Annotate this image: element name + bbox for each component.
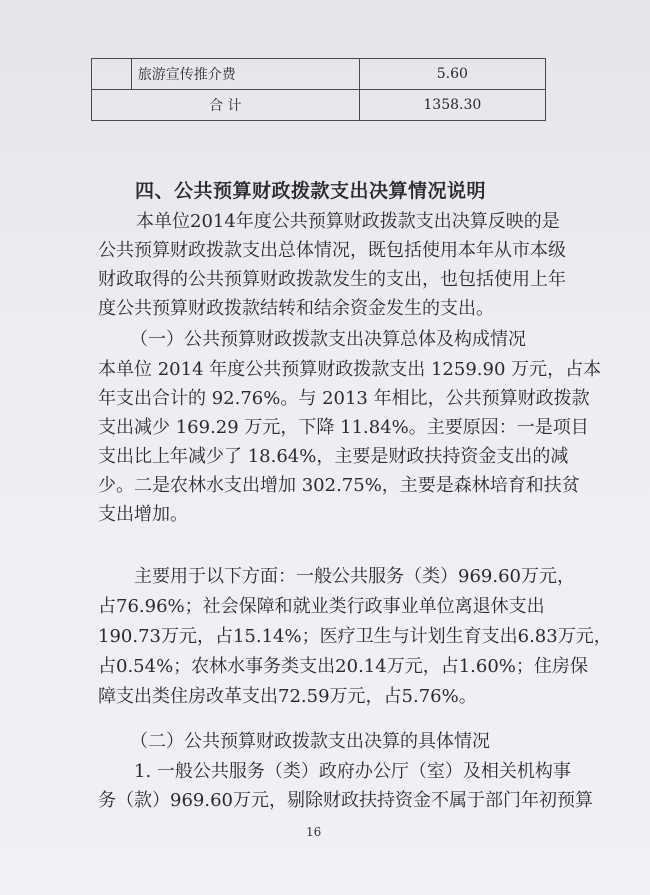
text-line: 本单位2014年度公共预算财政拨款支出决算反映的是 [136,211,560,232]
text-line: 障支出类住房改革支出72.59万元，占5.76%。 [98,686,477,707]
text-line: 190.73万元，占15.14%；医疗卫生与计划生育支出6.83万元， [98,626,612,647]
intro-paragraph [98,207,566,323]
text-line: 公共预算财政拨款支出总体情况，既包括使用本年从市本级 [98,240,566,261]
table-cell-total-label: 合 计 [92,90,360,121]
text-line: 本单位 2014 年度公共预算财政拨款支出 1259.90 万元，占本 [98,359,602,380]
subsection-title-2: （二）公共预算财政拨款支出决算的具体情况 [130,731,490,752]
table-cell-amount: 5.60 [359,59,545,90]
text-line: 占76.96%；社会保障和就业类行政事业单位离退休支出 [98,596,545,617]
overview-paragraph [98,355,602,529]
table-row [92,59,546,90]
text-line: 支出减少 169.29 万元，下降 11.84%。主要原因：一是项目 [98,417,589,438]
table-cell-item: 旅游宣传推介费 [131,59,359,90]
table-cell-blank [92,59,132,90]
subsection-title-1: （一）公共预算财政拨款支出决算总体及构成情况 [130,329,526,350]
uses-paragraph [98,562,612,712]
detail-paragraph [98,757,593,815]
section-heading: 四、公共预算财政拨款支出决算情况说明 [135,180,487,202]
text-line: 1. 一般公共服务（类）政府办公厅（室）及相关机构事 [134,761,571,782]
expense-table [91,58,546,121]
text-line: 度公共预算财政拨款结转和结余资金发生的支出。 [98,298,494,319]
text-line: 支出比上年减少了 18.64%，主要是财政扶持资金支出的减 [98,446,569,467]
text-line: 务（款）969.60万元，剔除财政扶持资金不属于部门年初预算 [98,790,593,811]
text-line: 年支出合计的 92.76%。与 2013 年相比，公共预算财政拨款 [98,388,590,409]
table-cell-total-amount: 1358.30 [359,90,545,121]
table-row-total [92,90,546,121]
page-number: 16 [306,825,322,839]
text-line: 财政取得的公共预算财政拨款发生的支出，也包括使用上年 [98,269,566,290]
text-line: 主要用于以下方面：一般公共服务（类）969.60万元， [134,566,575,587]
text-line: 占0.54%；农林水事务类支出20.14万元，占1.60%；住房保 [98,656,588,677]
text-line: 支出增加。 [98,504,188,525]
text-line: 少。二是农林水支出增加 302.75%，主要是森林培育和扶贫 [98,475,580,496]
